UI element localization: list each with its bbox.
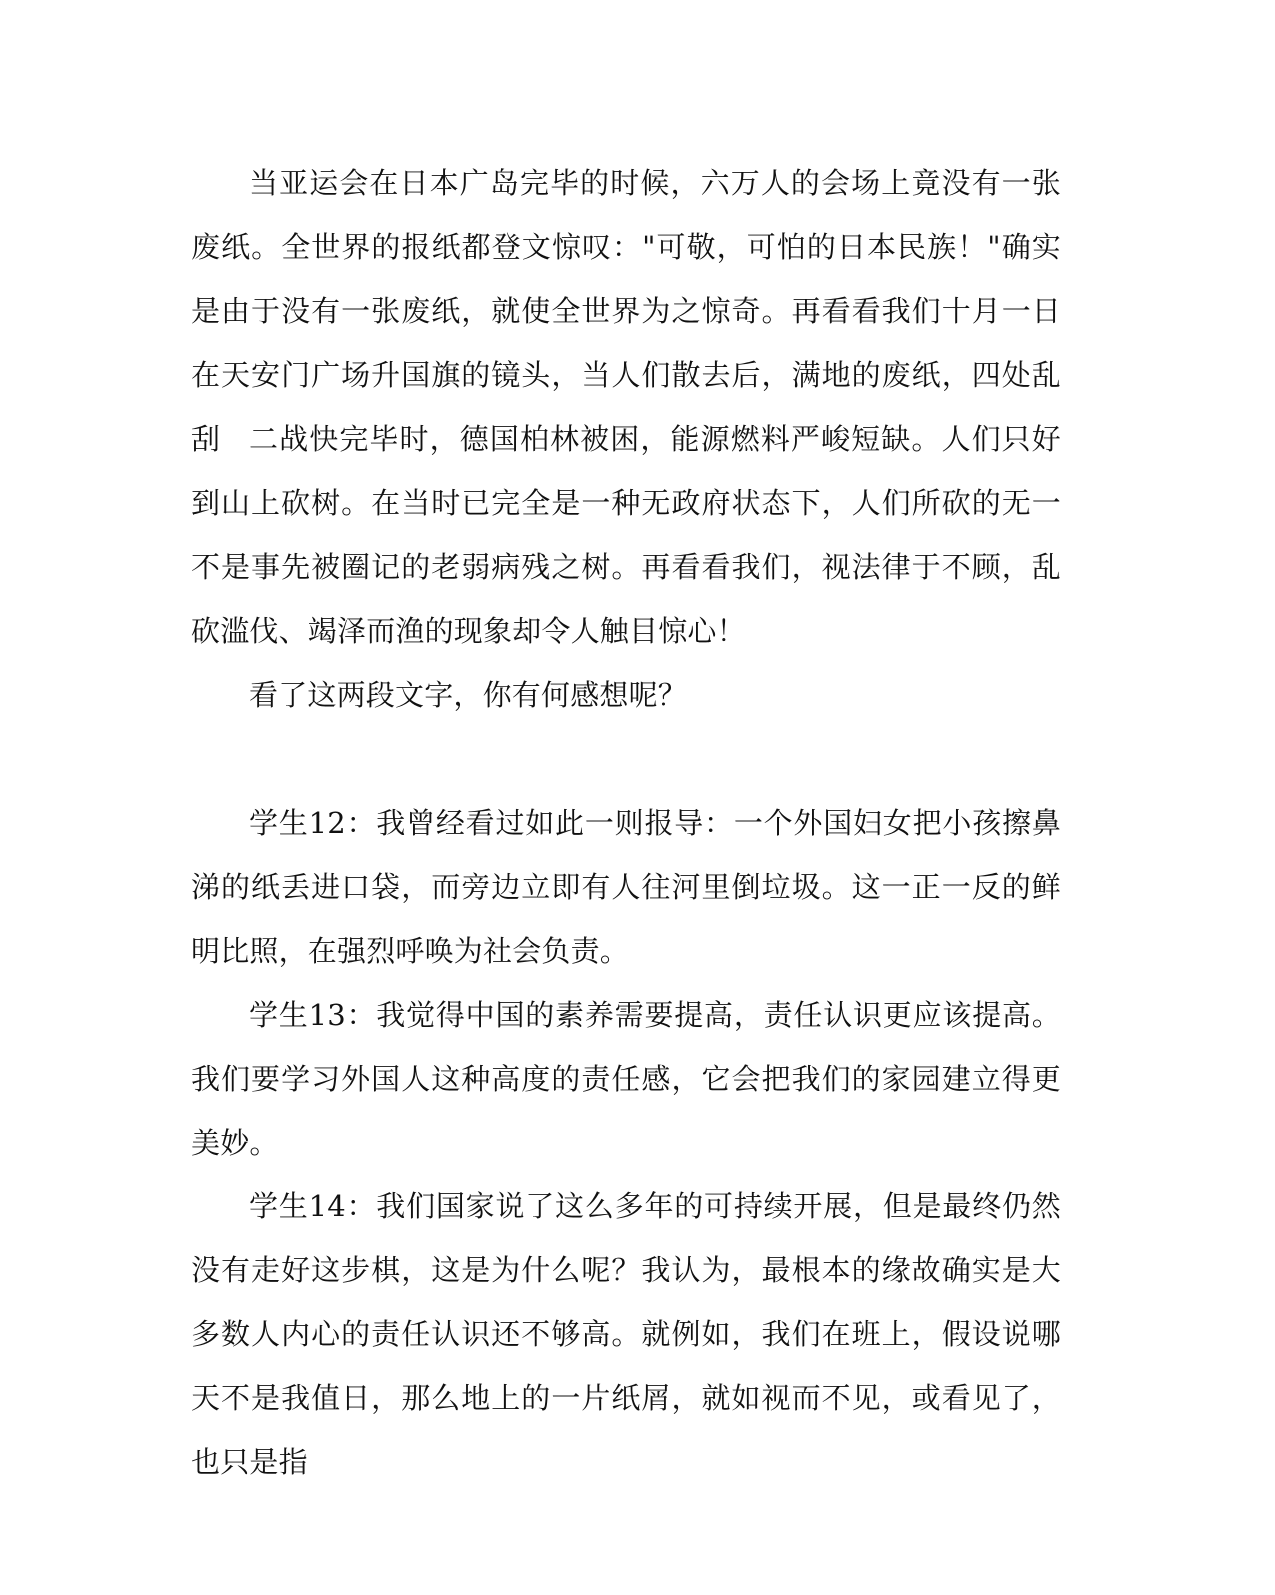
paragraph-question: 看了这两段文字，你有何感想呢？ xyxy=(249,678,688,712)
paragraph-berlin-trees: 二战快完毕时，德国柏林被困，能源燃料严峻短缺。人们只好到山上砍树。在当时已完全是一种无政府状态下，人们所砍的无一不是事先被圈记的老弱病残之树。再看看我们，视法律于不顾，乱砍滥伐、竭泽而渔的现象却令人触目惊心！ xyxy=(191,422,1061,648)
paragraph-asian-games: 当亚运会在日本广岛完毕的时候，六万人的会场上竟没有一张废纸。全世界的报纸都登文惊叹："可敬，可怕的日本民族！"确实是由于没有一张废纸，就使全世界为之惊奇。再看看我们十月一日在天安门广场升国旗的镜头，当人们散去后，满地的废纸，四处乱刮 xyxy=(191,166,1061,456)
paragraph-student-12: 学生12：我曾经看过如此一则报导：一个外国妇女把小孩擦鼻涕的纸丢进口袋，而旁边立即有人往河里倒垃圾。这一正一反的鲜明比照，在强烈呼唤为社会负责。 xyxy=(191,806,1061,968)
paragraph-student-13: 学生13：我觉得中国的素养需要提高，责任认识更应该提高。我们要学习外国人这种高度的责任感，它会把我们的家园建立得更美妙。 xyxy=(191,998,1061,1160)
paragraph-student-14: 学生14：我们国家说了这么多年的可持续开展，但是最终仍然没有走好这步棋，这是为什么呢？我认为，最根本的缘故确实是大多数人内心的责任认识还不够高。就例如，我们在班上，假设说哪天不是我值日，那么地上的一片纸屑，就如视而不见，或看见了，也只是指 xyxy=(191,1189,1061,1479)
